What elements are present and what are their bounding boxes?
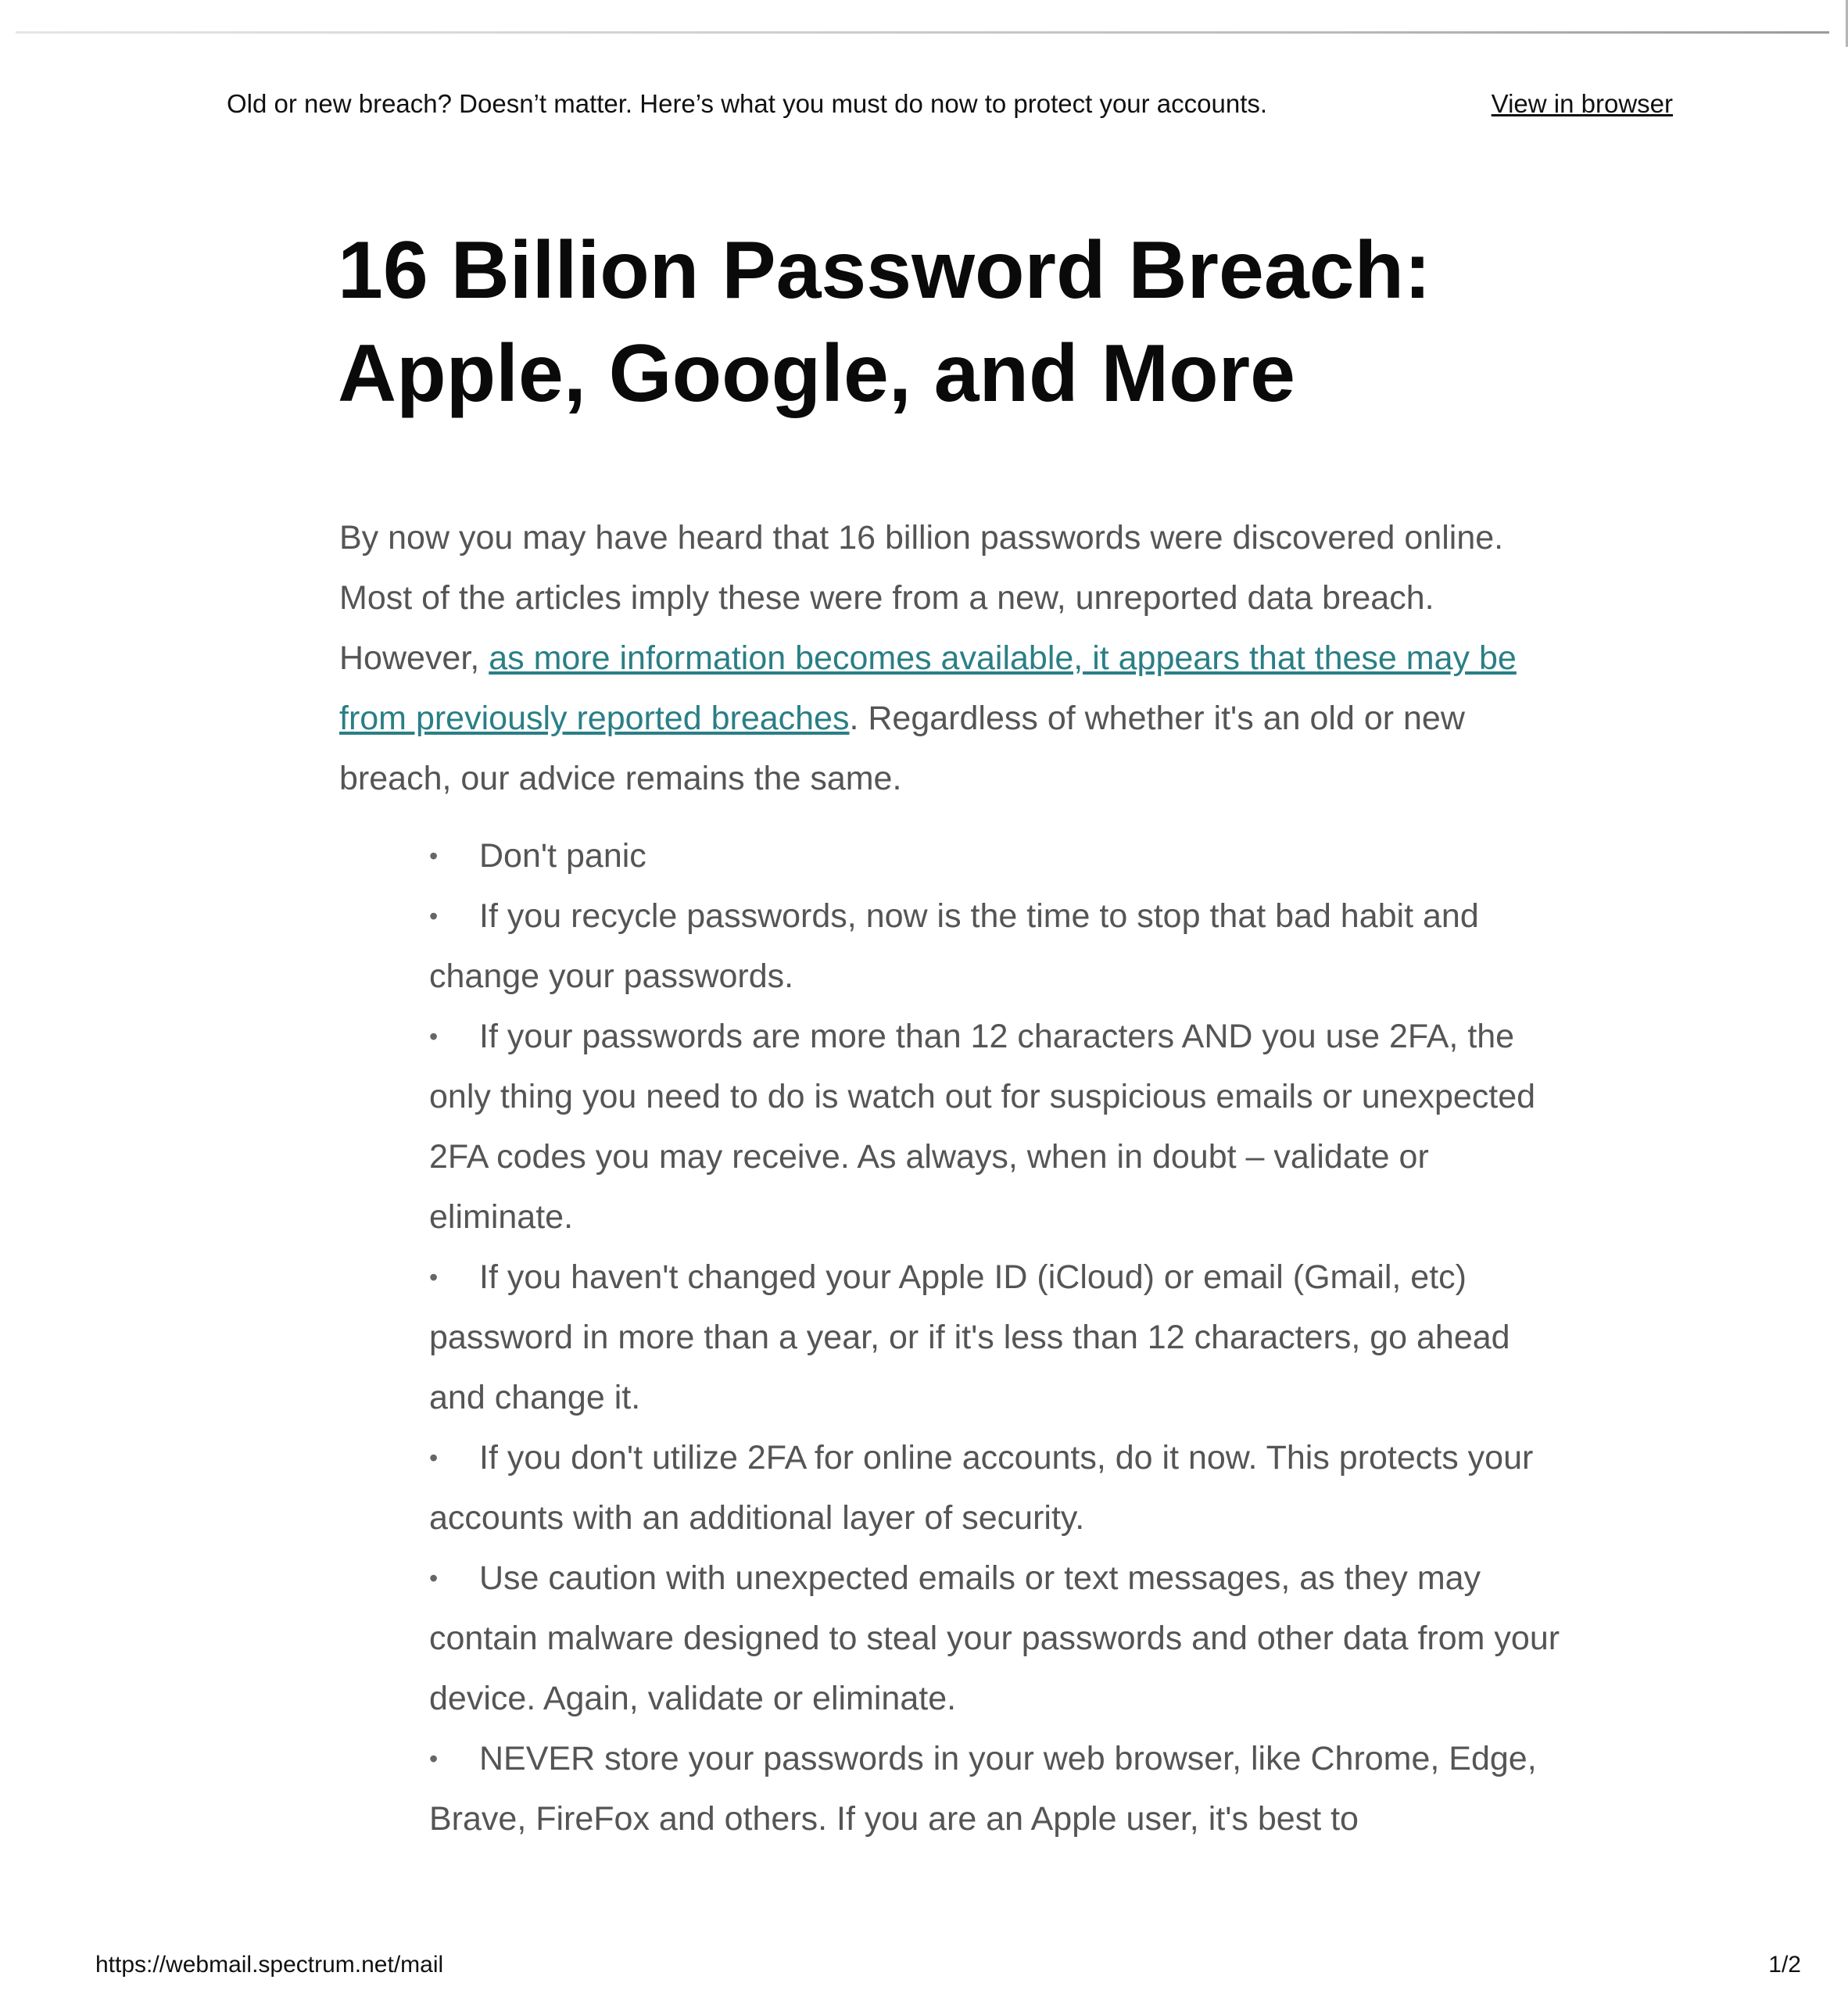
intro-text-before-link: By now you may have heard that 16 billion passwords were discovered online. Most of the articles imply these were from a new, unreported data breach. However, bbox=[339, 519, 1504, 677]
print-footer-url: https://webmail.spectrum.net/mail bbox=[95, 1952, 444, 1978]
advice-item-caution-emails bbox=[429, 1548, 1574, 1729]
article-headline bbox=[338, 219, 1557, 425]
advice-item-never-store-passwords bbox=[429, 1729, 1574, 1849]
bullet-icon: • bbox=[429, 1444, 439, 1472]
bullet-icon: • bbox=[429, 1263, 439, 1291]
advice-list bbox=[339, 826, 1574, 1849]
article-body bbox=[339, 508, 1574, 1849]
headline-line-2: Apple, Google, and More bbox=[338, 328, 1295, 419]
view-in-browser-link[interactable]: View in browser bbox=[1491, 89, 1673, 118]
advice-item-use-2fa bbox=[429, 1428, 1574, 1548]
bullet-icon: • bbox=[429, 1564, 439, 1592]
bullet-icon: • bbox=[429, 842, 439, 870]
bullet-icon: • bbox=[429, 1745, 439, 1773]
advice-item-text: NEVER store your passwords in your web browser, like Chrome, Edge, Brave, FireFox and others. If you are an Apple user, it's best to bbox=[429, 1740, 1537, 1838]
bullet-icon: • bbox=[429, 1022, 439, 1051]
advice-item-text: If you don't utilize 2FA for online accounts, do it now. This protects your accounts with an additional layer of security. bbox=[429, 1439, 1534, 1537]
email-preheader bbox=[227, 86, 1673, 122]
advice-item-text: If you haven't changed your Apple ID (iCloud) or email (Gmail, etc) password in more than a year, or if it's less than 12 characters, go ahead and change it. bbox=[429, 1258, 1510, 1416]
advice-item-long-passwords-2fa bbox=[429, 1007, 1574, 1247]
advice-item-text: If your passwords are more than 12 characters AND you use 2FA, the only thing you need to do is watch out for suspicious emails or unexpected 2FA codes you may receive. As always, when in doubt – validate or eliminate. bbox=[429, 1018, 1536, 1236]
previously-reported-breaches-link[interactable]: as more information becomes available, it appears that these may be from previously reported breaches bbox=[339, 639, 1517, 737]
preheader-text: Old or new breach? Doesn’t matter. Here’s what you must do now to protect your accounts. bbox=[227, 89, 1268, 118]
advice-item-change-apple-id bbox=[429, 1247, 1574, 1428]
intro-text-after-link: . Regardless of whether it's an old or new breach, our advice remains the same. bbox=[339, 700, 1465, 797]
bullet-icon: • bbox=[429, 902, 439, 930]
intro-paragraph bbox=[339, 508, 1574, 809]
advice-item-dont-panic bbox=[429, 826, 1574, 886]
advice-item-text: If you recycle passwords, now is the time to stop that bad habit and change your passwords. bbox=[429, 897, 1479, 995]
advice-item-recycle-passwords bbox=[429, 886, 1574, 1007]
advice-item-text: Use caution with unexpected emails or text messages, as they may contain malware designed to steal your passwords and other data from your device. Again, validate or eliminate. bbox=[429, 1559, 1560, 1717]
advice-item-text: Don't panic bbox=[479, 837, 646, 875]
print-footer-page-number: 1/2 bbox=[1768, 1952, 1801, 1978]
scan-edge-top bbox=[16, 31, 1829, 34]
headline-line-1: 16 Billion Password Breach: bbox=[338, 225, 1431, 316]
